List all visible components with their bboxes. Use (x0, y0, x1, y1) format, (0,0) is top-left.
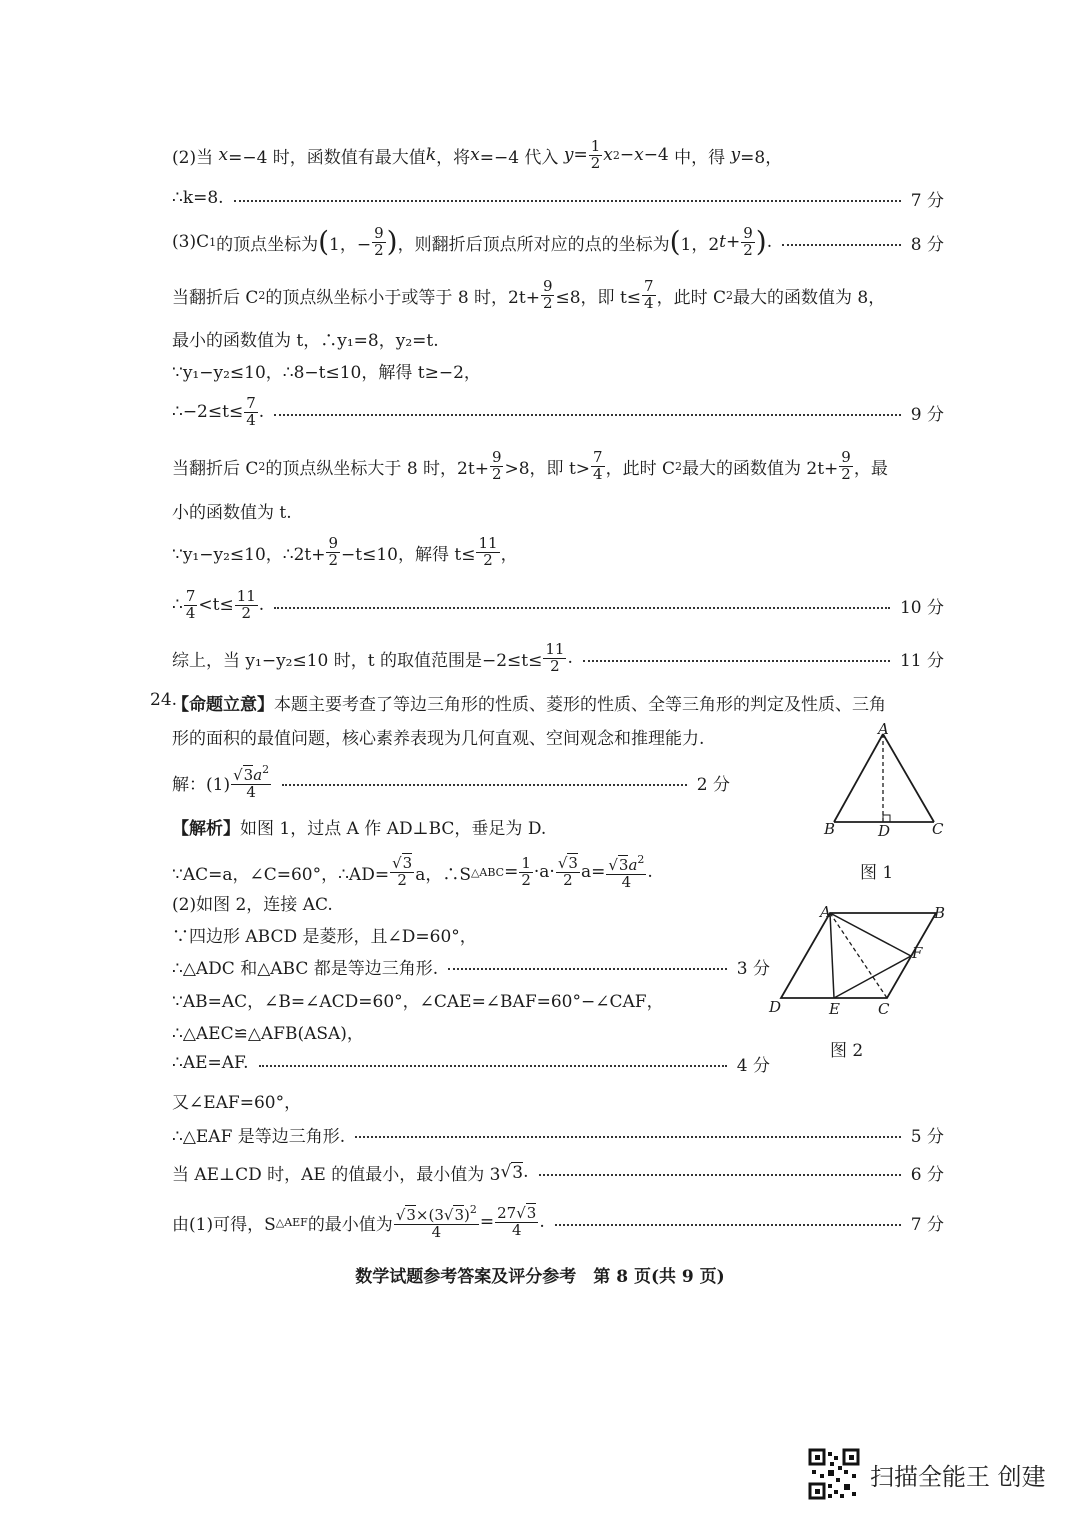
q24-solution-1 (172, 762, 730, 802)
fraction: $\frac{1}{2}$ (590, 136, 601, 172)
figure-2-rhombus (766, 900, 956, 1022)
segment-af (830, 913, 911, 956)
text-segment: ，此时 C (656, 287, 726, 308)
text-segment: =8， (740, 147, 783, 168)
qr-code-icon (808, 1448, 860, 1500)
text-segment: 的最小值为 (307, 1214, 393, 1235)
fraction: $\frac{9}{2}$ (743, 223, 753, 259)
fraction: $\frac{9}{2}$ (374, 223, 384, 259)
label-d: D (769, 998, 782, 1016)
text-segment: 小的函数值为 t. (172, 502, 292, 523)
q24-eaf-equilateral (172, 1114, 944, 1154)
leader-dots (234, 200, 901, 202)
subscript: △ABC (470, 865, 505, 879)
text-segment: 综上，当 y₁−y₂≤10 时，t 的取值范围是−2≤t≤ (172, 650, 543, 671)
text-segment: ·a· (533, 862, 555, 882)
text-segment: ∵AC=a，∠C=60°，∴AD= (172, 864, 390, 885)
score-mark: 11 分 (899, 650, 944, 671)
fraction: $\frac{9}{2}$ (328, 533, 339, 569)
text-segment: =−4 时，函数值有最大值 (228, 147, 426, 168)
text-segment: 中，得 (674, 147, 726, 168)
leader-dots (782, 244, 901, 246)
q24-analysis (172, 806, 546, 846)
line-case1 (172, 275, 885, 315)
question-number: 24. (150, 690, 178, 710)
side-ac (883, 734, 934, 822)
text-segment: ∵y₁−y₂≤10，∴2t+ (172, 544, 326, 565)
scanner-brand-text: 扫描全能王 创建 (870, 1462, 1046, 1491)
score-mark: 8 分 (910, 234, 944, 255)
text-segment: =−4 代入 (479, 147, 559, 168)
leader-dots (274, 607, 890, 609)
text-segment: ∵四边形 ABCD 是菱形，且∠D=60°， (172, 926, 477, 947)
analysis-tag: 【解析】 (172, 818, 240, 839)
fraction: $\frac{√3}{2}$ (557, 853, 578, 889)
leader-dots (355, 1136, 901, 1138)
text-segment: (3)C (172, 232, 210, 252)
line-k-value (172, 178, 944, 218)
text-segment: ∴AE=AF. (172, 1053, 249, 1073)
text-segment: 形的面积的最值问题，核心素养表现为几何直观、空间观念和推理能力. (172, 728, 705, 749)
text-segment: (2)当 (172, 147, 214, 168)
fraction: $\frac{9}{2}$ (542, 276, 553, 312)
label-a: A (878, 722, 889, 738)
leader-dots (274, 414, 901, 416)
text-segment: ∴△ADC 和△ABC 都是等边三角形. (172, 958, 439, 979)
label-b: B (934, 904, 946, 922)
q24-final: 由(1)可得，S △AEF 的最小值为 $\frac{√3\times(3√3)^2}{4}$ = $\frac{27√3}{4}$ . 7 分 (172, 1202, 944, 1241)
fraction: $\frac{7}{4}$ (593, 447, 603, 483)
fraction: $\frac{9}{2}$ (491, 447, 502, 483)
figure-1-caption: 图 1 (860, 863, 894, 883)
fraction: $\frac{9}{2}$ (841, 447, 851, 483)
score-mark: 7 分 (910, 190, 944, 211)
text-segment: >8，即 t> (504, 458, 591, 479)
leader-dots (555, 1224, 901, 1226)
score-mark: 5 分 (910, 1126, 944, 1147)
scanner-watermark (808, 1448, 1046, 1500)
text-segment: ∵y₁−y₂≤10，∴8−t≤10，解得 t≥−2， (172, 362, 481, 383)
line-solve-2 (172, 532, 518, 572)
label-a: A (820, 903, 831, 921)
text-segment: ， (500, 544, 518, 565)
text-segment: 本题主要考查了等边三角形的性质、菱形的性质、全等三角形的判定及性质、三角 (274, 694, 886, 715)
leader-dots (583, 660, 890, 662)
q24-intro-2 (172, 716, 704, 756)
text-segment: −t≤10，解得 t≤ (341, 544, 476, 565)
fraction: $\frac{11}{2}$ (545, 639, 565, 675)
line-vertex: (3)C 1 的顶点坐标为 ( 1，− $\frac{9}{2}$ ) ，则翻折后顶点所对应的点的坐标为 ( 1，2 t + $\frac{9}{2}$ ) . 8 分 (172, 223, 944, 259)
text-segment: ∵AB=AC，∠B=∠ACD=60°，∠CAE=∠BAF=60°−∠CAF， (172, 991, 664, 1012)
leader-dots (448, 968, 727, 970)
segment-ae (830, 913, 834, 998)
label-e: E (829, 1000, 840, 1018)
text-segment: 如图 1，过点 A 作 AD⊥BC，垂足为 D. (240, 818, 547, 839)
label-d: D (878, 822, 891, 840)
text-segment: 又∠EAF=60°， (172, 1092, 302, 1113)
fraction: $\frac{27√3}{4}$ (497, 1203, 537, 1239)
label-f: F (912, 944, 923, 962)
label-c: C (878, 1000, 890, 1018)
text-segment: ≤8，即 t≤ (555, 287, 642, 308)
fraction: $\frac{√3}{2}$ (392, 853, 413, 889)
text-segment: 由(1)可得，S (172, 1214, 276, 1235)
text-segment: ∴△AEC≌△AFB(ASA)， (172, 1023, 364, 1044)
score-mark: 10 分 (899, 597, 944, 618)
fraction: $\frac{7}{4}$ (185, 586, 196, 622)
line-range-2: ∴ $\frac{7}{4}$ <t≤ $\frac{11}{2}$ . 10 分 (172, 586, 944, 622)
subscript: 2 (726, 288, 733, 302)
text-segment: a= (580, 862, 606, 882)
text-segment: 当翻折后 C (172, 458, 259, 479)
text-segment: ，最 (853, 458, 888, 479)
score-mark: 6 分 (910, 1164, 944, 1185)
subscript: 1 (209, 235, 217, 249)
fraction: $\frac{11}{2}$ (478, 533, 498, 569)
intro-tag: 【命题立意】 (172, 694, 274, 715)
text-segment: ，此时 C (605, 458, 675, 479)
text-segment: ∴ (172, 595, 183, 615)
line-conclusion: 综上，当 y₁−y₂≤10 时，t 的取值范围是−2≤t≤ $\frac{11}{2}$ . 11 分 (172, 639, 944, 675)
line-part2-max: (2)当 x =−4 时，函数值有最大值 k ，将 x =−4 代入 y = $\frac{1}{2}$ x 2 − x −4 中，得 y =8， (172, 136, 783, 172)
q24-ae-af (172, 1043, 770, 1083)
line-range-1: ∴−2≤t≤ $\frac{7}{4}$ . 9 分 (172, 393, 944, 429)
score-mark: 2 分 (696, 774, 730, 795)
label-c: C (932, 820, 944, 838)
line-min-value-2 (172, 490, 292, 530)
line-solve-1 (172, 350, 481, 390)
fraction: $\frac{7}{4}$ (246, 393, 256, 429)
score-mark: 4 分 (736, 1055, 770, 1076)
figure-2-caption: 图 2 (830, 1041, 864, 1061)
figure-1-triangle (820, 722, 950, 842)
text-segment: 解：(1) (172, 774, 231, 795)
text-segment: ，则翻折后顶点所对应的点的坐标为 (397, 234, 670, 255)
subscript: 2 (258, 288, 266, 302)
q24-ad-step: ∵AC=a，∠C=60°，∴AD= $\frac{√3}{2}$ a，∴S △ABC = $\frac{1}{2}$ ·a· $\frac{√3}{2}$ a= $\frac{√3a^2}{4}$ . (172, 852, 653, 891)
score-mark: 7 分 (910, 1214, 944, 1235)
text-segment: 最大的函数值为 2t+ (682, 458, 839, 479)
text-segment: ∴△EAF 是等边三角形. (172, 1126, 346, 1147)
right-angle-mark (883, 815, 890, 822)
side-ab (834, 734, 883, 822)
fraction: $\frac{7}{4}$ (644, 276, 654, 312)
q24-min-ae: 当 AE⊥CD 时，AE 的值最小，最小值为 3 √ 3 . 6 分 (172, 1152, 944, 1192)
text-segment: a，∴S (415, 864, 471, 885)
text-segment: ，将 (436, 147, 471, 168)
text-segment: 当 AE⊥CD 时，AE 的值最小，最小值为 3 (172, 1164, 501, 1185)
text-segment: 的顶点纵坐标大于 8 时，2t+ (265, 458, 489, 479)
text-segment: 的顶点纵坐标小于或等于 8 时，2t+ (265, 287, 540, 308)
score-mark: 3 分 (736, 958, 770, 979)
leader-dots (282, 784, 687, 786)
text-segment: (2)如图 2，连接 AC. (172, 894, 333, 915)
fraction: $\frac{11}{2}$ (236, 586, 256, 622)
fraction: $\frac{√3a^2}{4}$ (233, 762, 270, 801)
label-b: B (824, 820, 836, 838)
text-segment: ∴−2≤t≤ (172, 402, 244, 422)
line-case2 (172, 446, 888, 486)
subscript: 2 (675, 459, 682, 473)
text-segment: ∴k=8. (172, 188, 224, 208)
text-segment: <t≤ (198, 595, 234, 615)
subscript: △AEF (275, 1215, 308, 1229)
fraction: $\frac{1}{2}$ (521, 853, 531, 889)
fraction: $\frac{√3a^2}{4}$ (608, 852, 645, 891)
score-mark: 9 分 (910, 404, 944, 425)
leader-dots (539, 1174, 901, 1176)
text-segment: 最小的函数值为 t，∴y₁=8，y₂=t. (172, 330, 439, 351)
text-segment: 当翻折后 C (172, 287, 259, 308)
text-segment: = (504, 862, 519, 882)
text-segment: 最大的函数值为 8， (733, 287, 886, 308)
text-segment: 的顶点坐标为 (216, 234, 319, 255)
fraction: $\frac{√3\times(3√3)^2}{4}$ (395, 1202, 477, 1241)
page-footer: 数学试题参考答案及评分参考 第 8 页(共 9 页) (355, 1267, 725, 1287)
leader-dots (259, 1065, 727, 1067)
subscript: 2 (258, 459, 266, 473)
